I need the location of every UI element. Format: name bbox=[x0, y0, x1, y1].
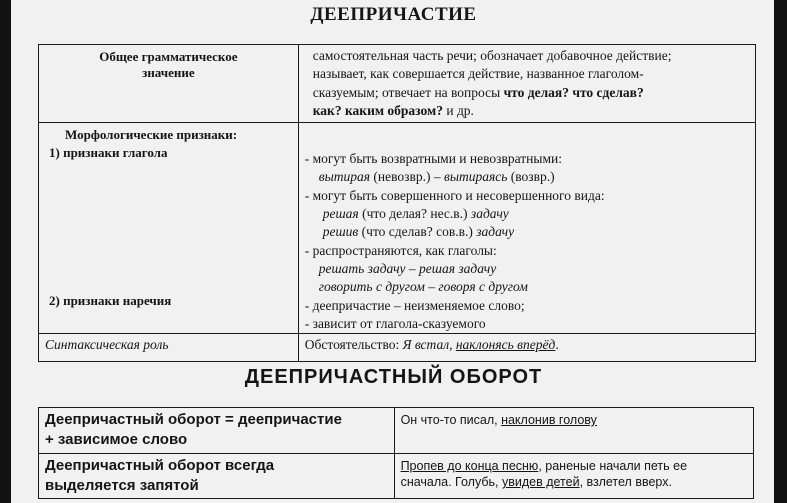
meaning-text-line: называет, как совершается действие, названное глаголом- bbox=[312, 66, 644, 82]
example-line bbox=[401, 474, 747, 490]
morphology-text-cell bbox=[298, 123, 755, 334]
list-item: - зависит от глагола-сказуемого bbox=[304, 315, 486, 331]
meaning-text: сказуемым; отвечает на вопросы bbox=[312, 84, 504, 100]
example-text: Он что-то писал, bbox=[400, 413, 502, 427]
example-note: (невозвр.) – bbox=[370, 169, 444, 185]
page-title: ДЕЕПРИЧАСТИЕ bbox=[310, 4, 477, 25]
punctuation-line: выделяется запятой bbox=[45, 477, 199, 494]
example-word: решая bbox=[322, 206, 359, 222]
left-frame bbox=[0, 0, 11, 503]
right-frame bbox=[774, 0, 787, 503]
definition-cell bbox=[39, 408, 395, 454]
list-item: - распространяются, как глаголы: bbox=[304, 242, 497, 258]
punctuation-cell bbox=[39, 454, 395, 499]
definition-line: Деепричастный оборот = деепричастие bbox=[45, 411, 342, 428]
example-underlined: Пропев до конца песню bbox=[400, 459, 539, 473]
example-underlined: увидев детей bbox=[501, 475, 580, 489]
example-note: (что делая? нес.в.) bbox=[358, 206, 471, 222]
meaning-label-cell bbox=[39, 45, 299, 123]
syntax-text: Обстоятельство: bbox=[304, 337, 403, 353]
example-line bbox=[305, 205, 749, 223]
table-row-punctuation bbox=[39, 454, 754, 499]
syntax-label-cell: Синтаксическая роль bbox=[39, 334, 299, 362]
definition-example-cell bbox=[394, 408, 753, 454]
punctuation-example-cell bbox=[394, 454, 753, 499]
meaning-text-line: самостоятельная часть речи; обозначает добавочное действие; bbox=[312, 48, 672, 63]
example-line: решать задачу – решая задачу bbox=[318, 260, 497, 276]
list-item: - деепричастие – неизменяемое слово; bbox=[304, 297, 525, 313]
definition-line: + зависимое слово bbox=[45, 431, 188, 448]
syntax-text-cell bbox=[298, 334, 755, 362]
list-item: - могут быть возвратными и невозвратными: bbox=[304, 151, 562, 167]
table-row-morphology bbox=[39, 123, 756, 334]
meaning-text-line bbox=[313, 102, 749, 120]
adverb-features-label: 2) признаки наречия bbox=[49, 293, 172, 309]
example-word: решив bbox=[322, 224, 359, 240]
verb-features-label: 1) признаки глагола bbox=[49, 145, 168, 161]
example-line bbox=[305, 168, 749, 186]
meaning-text-line bbox=[313, 84, 749, 102]
example-text: , раненые начали петь ее bbox=[538, 459, 688, 473]
table-row-syntax bbox=[39, 334, 756, 362]
morphology-title: Морфологические признаки: bbox=[65, 127, 238, 143]
example-line bbox=[305, 223, 749, 241]
syntax-text: . bbox=[555, 337, 559, 353]
participle-table bbox=[38, 44, 756, 362]
example-note: (возвр.) bbox=[507, 169, 555, 185]
morphology-label-cell bbox=[39, 123, 299, 334]
meaning-questions: как? каким образом? bbox=[312, 102, 443, 118]
punctuation-line: Деепричастный оборот всегда bbox=[45, 457, 275, 474]
meaning-label-line: значение bbox=[142, 65, 195, 80]
example-underlined: наклонив голову bbox=[501, 413, 597, 427]
meaning-questions: что делая? что сделав? bbox=[503, 84, 644, 100]
example-text: , взлетел вверх. bbox=[579, 475, 672, 489]
example-word: вытирая bbox=[318, 169, 371, 185]
syntax-example: Я встал, bbox=[402, 337, 456, 353]
participial-phrase-table bbox=[38, 407, 754, 499]
meaning-text: и др. bbox=[442, 102, 474, 118]
example-word: задачу bbox=[470, 206, 509, 222]
meaning-label-line: Общее грамматическое bbox=[99, 49, 238, 64]
list-item: - могут быть совершенного и несовершенного вида: bbox=[304, 187, 605, 203]
syntax-example-underlined: наклонясь вперёд bbox=[455, 337, 556, 353]
table-row-definition bbox=[39, 408, 754, 454]
meaning-text-cell bbox=[298, 45, 755, 123]
table-row-meaning bbox=[39, 45, 756, 123]
example-note: (что сделав? сов.в.) bbox=[358, 224, 477, 240]
example-word: вытираясь bbox=[443, 169, 508, 185]
example-line bbox=[401, 458, 747, 474]
section-title: ДЕЕПРИЧАСТНЫЙ ОБОРОТ bbox=[244, 366, 543, 388]
example-line: говорить с другом – говоря с другом bbox=[318, 279, 528, 295]
example-text: сначала. Голубь, bbox=[400, 475, 502, 489]
example-word: задачу bbox=[476, 224, 515, 240]
